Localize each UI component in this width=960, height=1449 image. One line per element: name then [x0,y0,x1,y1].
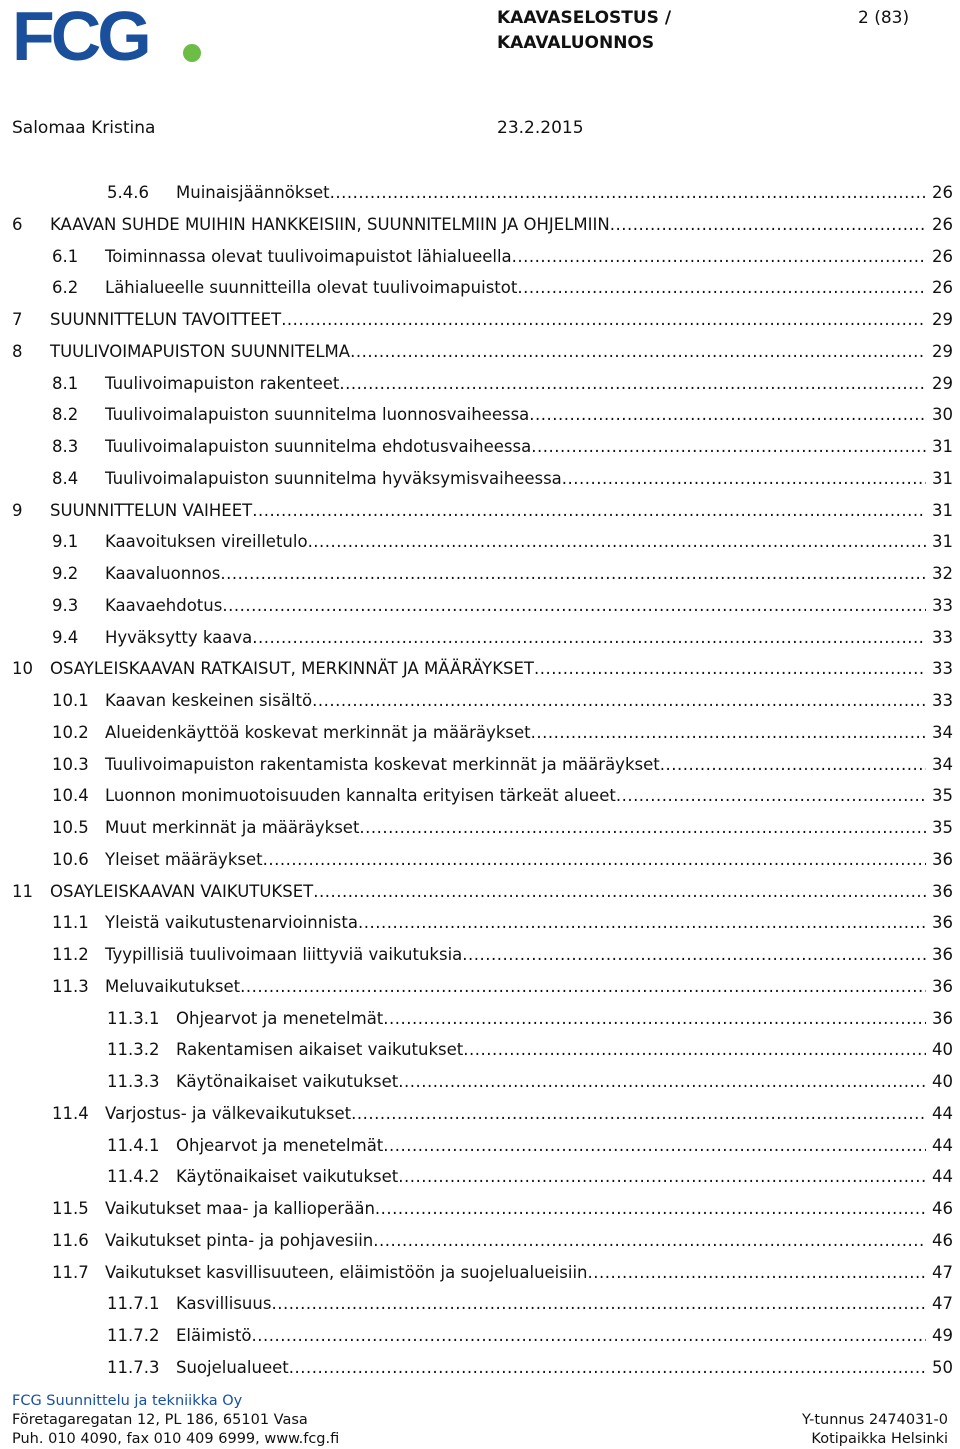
toc-entry-page: 26 [932,214,953,234]
toc-dot-leader [330,180,926,206]
toc-dot-leader [616,783,926,809]
footer [12,1392,948,1449]
toc-entry-number: 11.3.1 [107,1008,160,1028]
document-date: 23.2.2015 [497,118,584,138]
toc-entry[interactable] [0,1069,960,1095]
toc-entry[interactable] [0,688,960,714]
toc-dot-leader [240,974,926,1000]
toc-entry-title: Kaavaluonnos [105,564,221,583]
toc-entry-number: 9 [12,500,23,520]
toc-entry-title: KAAVAN SUHDE MUIHIN HANKKEISIIN, SUUNNITELMIIN JA OHJELMIIN [50,214,610,234]
footer-company: FCG Suunnittelu ja tekniikka Oy [12,1393,243,1409]
toc-dot-leader [222,593,926,619]
toc-entry[interactable] [0,783,960,809]
toc-entry[interactable] [0,1196,960,1222]
toc-dot-leader [312,688,926,714]
toc-entry[interactable] [0,180,960,206]
toc-dot-leader [531,720,926,746]
toc-entry-title: Tuulivoimapuiston rakenteet [105,373,340,393]
toc-dot-leader [610,212,926,238]
toc-dot-leader [359,815,926,841]
toc-entry-title: Yleistä vaikutustenarvioinnista [105,913,358,933]
toc-entry[interactable] [0,1228,960,1254]
toc-entry-title: Yleiset määräykset [105,849,263,869]
toc-dot-leader [252,625,926,651]
toc-dot-leader [339,371,926,397]
toc-entry-title: SUUNNITTELUN TAVOITTEET [50,310,282,329]
toc-entry-page: 44 [932,1135,953,1155]
toc-dot-leader [281,307,926,333]
toc-entry-number: 11.3.3 [107,1072,160,1091]
toc-entry-title: Vaikutukset kasvillisuuteen, eläimistöön ja suojelualueisiin [105,1262,588,1282]
toc-dot-leader [463,1037,926,1063]
toc-entry-number: 6.2 [52,278,79,298]
toc-entry-number: 11 [12,881,33,901]
toc-dot-leader [462,942,926,968]
toc-entry-title: Käytönaikaiset vaikutukset [176,1167,399,1187]
toc-entry-page: 31 [932,437,953,456]
toc-entry-page: 32 [932,564,953,583]
toc-entry-page: 33 [932,691,953,710]
toc-entry-page: 36 [932,1008,953,1028]
toc-entry-number: 8.2 [52,405,79,425]
footer-contact: Puh. 010 4090, fax 010 409 6999, www.fcg.fi [12,1431,340,1447]
toc-entry-number: 10.4 [52,786,89,806]
toc-entry-title: TUULIVOIMAPUISTON SUUNNITELMA [50,341,351,361]
toc-dot-leader [398,1164,926,1190]
toc-dot-leader [660,752,926,778]
toc-entry[interactable] [0,1037,960,1063]
toc-entry-title: OSAYLEISKAAVAN VAIKUTUKSET [50,881,314,901]
toc-entry-number: 9.4 [52,627,79,647]
toc-entry-title: Muut merkinnät ja määräykset [105,818,360,837]
toc-entry-page: 31 [932,532,953,552]
toc-entry[interactable] [0,942,960,968]
footer-address: Företagaregatan 12, PL 186, 65101 Vasa [12,1412,308,1428]
toc-entry[interactable] [0,498,960,524]
toc-entry[interactable] [0,371,960,397]
toc-entry[interactable] [0,466,960,492]
toc-entry-page: 26 [932,278,953,298]
toc-entry-page: 44 [932,1103,953,1123]
toc-dot-leader [220,561,926,587]
toc-entry-number: 11.2 [52,945,89,964]
toc-entry[interactable] [0,529,960,555]
toc-entry-page: 34 [932,722,953,742]
page-number: 2 (83) [858,8,910,28]
toc-entry-number: 6.1 [52,246,79,266]
toc-entry-number: 10.6 [52,849,89,869]
toc-entry-number: 11.7.2 [107,1326,160,1345]
toc-entry-title: Luonnon monimuotoisuuden kannalta erityisen tärkeät alueet [105,786,616,806]
toc-entry-page: 29 [932,310,953,329]
toc-dot-leader [534,656,926,682]
toc-entry[interactable] [0,1133,960,1159]
toc-entry[interactable] [0,1291,960,1317]
toc-entry-page: 49 [932,1326,953,1345]
toc-entry-number: 11.4 [52,1103,89,1123]
toc-dot-leader [562,466,926,492]
toc-entry[interactable] [0,752,960,778]
toc-dot-leader [308,529,926,555]
toc-entry-number: 7 [12,310,23,329]
toc-entry-number: 11.7.3 [107,1357,160,1377]
toc-dot-leader [263,847,926,873]
toc-entry[interactable] [0,815,960,841]
toc-dot-leader [289,1355,926,1381]
document-title-line-2: KAAVALUONNOS [497,33,655,53]
toc-entry-number: 9.1 [52,532,79,552]
toc-entry[interactable] [0,1006,960,1032]
toc-dot-leader [351,1101,926,1127]
toc-entry[interactable] [0,1260,960,1286]
toc-entry-page: 40 [932,1040,953,1060]
author-name: Salomaa Kristina [12,118,156,138]
toc-entry-title: Käytönaikaiset vaikutukset [176,1072,399,1091]
toc-entry-page: 31 [932,500,953,520]
fcg-logo [12,4,202,66]
toc-entry-title: OSAYLEISKAAVAN RATKAISUT, MERKINNÄT JA MÄÄRÄYKSET [50,659,534,679]
toc-entry-title: Lähialueelle suunnitteilla olevat tuulivoimapuistot [105,278,518,298]
toc-dot-leader [252,498,926,524]
svg-text:FCG: FCG [12,4,148,66]
document-title [497,6,671,56]
toc-entry-number: 9.2 [52,564,79,583]
toc-entry-number: 10 [12,659,33,679]
toc-entry-number: 11.3.2 [107,1040,160,1060]
toc-entry[interactable] [0,434,960,460]
toc-entry-number: 8 [12,341,23,361]
toc-entry-title: Varjostus- ja välkevaikutukset [105,1103,352,1123]
toc-dot-leader [383,1133,926,1159]
toc-entry-number: 11.1 [52,913,89,933]
toc-entry-page: 44 [932,1167,953,1187]
toc-entry[interactable] [0,275,960,301]
document-title-line-1: KAAVASELOSTUS / [497,8,672,28]
toc-dot-leader [512,244,926,270]
toc-entry-page: 33 [932,595,953,615]
toc-entry-page: 26 [932,246,953,266]
toc-dot-leader [358,910,926,936]
toc-entry-page: 40 [932,1072,953,1091]
toc-entry-page: 47 [932,1262,953,1282]
toc-dot-leader [398,1069,926,1095]
toc-entry[interactable] [0,561,960,587]
toc-dot-leader [252,1323,926,1349]
toc-entry-page: 33 [932,627,953,647]
toc-entry-title: Tuulivoimalapuiston suunnitelma hyväksymisvaiheessa [105,468,562,488]
toc-entry-title: Tyypillisiä tuulivoimaan liittyviä vaikutuksia [105,945,463,964]
toc-dot-leader [271,1291,926,1317]
toc-entry[interactable] [0,1101,960,1127]
toc-dot-leader [350,339,926,365]
toc-entry[interactable] [0,1164,960,1190]
toc-entry-number: 11.5 [52,1199,89,1218]
toc-entry-number: 11.7.1 [107,1294,160,1314]
toc-entry[interactable] [0,974,960,1000]
toc-entry-title: Tuulivoimalapuiston suunnitelma luonnosvaiheessa [105,405,530,425]
toc-entry-title: SUUNNITTELUN VAIHEET [50,500,253,520]
toc-entry-number: 10.2 [52,722,89,742]
toc-entry-number: 11.7 [52,1262,89,1282]
toc-entry[interactable] [0,244,960,270]
toc-entry-number: 6 [12,214,23,234]
toc-entry-number: 11.4.1 [107,1135,160,1155]
toc-entry[interactable] [0,656,960,682]
toc-entry-page: 26 [932,183,953,202]
toc-entry-title: Suojelualueet [176,1357,289,1377]
toc-entry[interactable] [0,1355,960,1381]
toc-dot-leader [313,879,926,905]
toc-entry-number: 11.3 [52,976,89,996]
toc-entry[interactable] [0,402,960,428]
toc-entry-page: 35 [932,818,953,837]
toc-entry-title: Kaavan keskeinen sisältö [105,691,313,710]
toc-entry-number: 9.3 [52,595,79,615]
toc-entry-page: 46 [932,1199,953,1218]
toc-entry[interactable] [0,910,960,936]
toc-entry-title: Kaavaehdotus [105,595,223,615]
toc-entry[interactable] [0,847,960,873]
toc-entry-title: Eläimistö [176,1326,252,1345]
toc-entry-page: 33 [932,659,953,679]
toc-entry-title: Alueidenkäyttöä koskevat merkinnät ja määräykset [105,722,531,742]
toc-dot-leader [383,1006,926,1032]
toc-entry-title: Vaikutukset pinta- ja pohjavesiin [105,1230,374,1250]
footer-business-id: Y-tunnus 2474031-0 [801,1412,948,1428]
toc-entry-number: 8.4 [52,468,79,488]
toc-entry[interactable] [0,879,960,905]
toc-entry-number: 11.6 [52,1230,89,1250]
toc-entry-title: Meluvaikutukset [105,976,241,996]
toc-dot-leader [375,1196,926,1222]
toc-entry[interactable] [0,720,960,746]
toc-entry-page: 47 [932,1294,953,1314]
toc-entry-title: Tuulivoimalapuiston suunnitelma ehdotusvaiheessa [105,437,532,456]
toc-entry-title: Rakentamisen aikaiset vaikutukset [176,1040,464,1060]
toc-entry-number: 10.5 [52,818,89,837]
toc-entry[interactable] [0,1323,960,1349]
toc-entry-title: Vaikutukset maa- ja kallioperään [105,1199,375,1218]
toc-entry-title: Tuulivoimapuiston rakentamista koskevat merkinnät ja määräykset [105,754,660,774]
toc-entry[interactable] [0,593,960,619]
toc-dot-leader [587,1260,926,1286]
toc-dot-leader [531,434,926,460]
toc-entry-page: 30 [932,405,953,425]
toc-entry-page: 46 [932,1230,953,1250]
toc-entry-page: 36 [932,849,953,869]
toc-entry-page: 29 [932,373,953,393]
toc-entry-page: 34 [932,754,953,774]
toc-entry-title: Hyväksytty kaava [105,627,253,647]
toc-entry-number: 10.3 [52,754,89,774]
toc-entry[interactable] [0,339,960,365]
toc-entry-title: Muinaisjäännökset [176,183,330,202]
toc-entry-number: 8.3 [52,437,79,456]
toc-entry-title: Ohjearvot ja menetelmät [176,1008,384,1028]
toc-entry-page: 29 [932,341,953,361]
footer-domicile: Kotipaikka Helsinki [811,1431,948,1447]
toc-entry-title: Kasvillisuus [176,1294,272,1314]
toc-dot-leader [373,1228,926,1254]
toc-entry-page: 50 [932,1357,953,1377]
toc-entry-page: 35 [932,786,953,806]
toc-entry-page: 36 [932,945,953,964]
toc-entry[interactable] [0,307,960,333]
toc-entry[interactable] [0,212,960,238]
toc-entry[interactable] [0,625,960,651]
toc-entry-number: 8.1 [52,373,79,393]
toc-entry-page: 36 [932,976,953,996]
toc-entry-number: 11.4.2 [107,1167,160,1187]
toc-entry-title: Ohjearvot ja menetelmät [176,1135,384,1155]
toc-entry-page: 36 [932,913,953,933]
toc-entry-number: 5.4.6 [107,183,149,202]
toc-entry-title: Toiminnassa olevat tuulivoimapuistot lähialueella [105,246,512,266]
toc-dot-leader [529,402,926,428]
toc-entry-title: Kaavoituksen vireilletulo [105,532,308,552]
toc-dot-leader [517,275,926,301]
toc-entry-number: 10.1 [52,691,89,710]
toc-entry-page: 31 [932,468,953,488]
toc-entry-page: 36 [932,881,953,901]
